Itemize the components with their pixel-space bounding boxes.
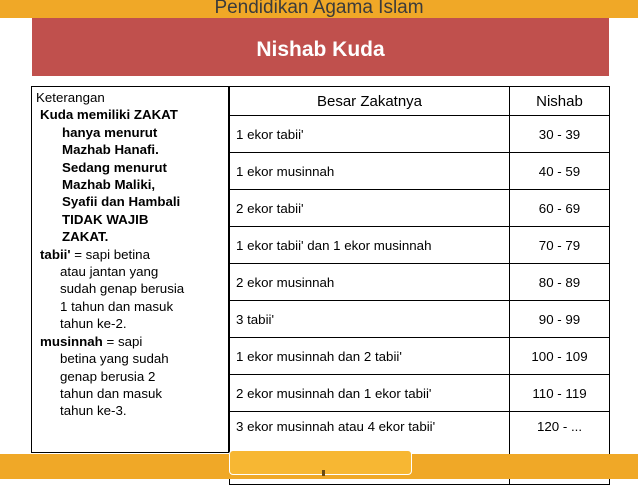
nishab-cell: 60 - 69 [510,190,610,227]
note-rule-line: Mazhab Hanafi. [62,142,159,158]
zakat-cell: 1 ekor tabii' [230,116,510,153]
table-row [230,116,610,153]
definition-line: 1 tahun dan masuk [60,298,174,314]
column-header-zakat: Besar Zakatnya [230,87,510,116]
nishab-cell: 70 - 79 [510,227,610,264]
table-row [230,264,610,301]
table-row [230,227,610,264]
definition-musinnah [36,333,228,420]
slide-title: Nishab Kuda [256,38,385,61]
footer-mark [322,470,325,476]
note-rule-line: ZAKAT. [62,229,109,245]
note-rule-line: Mazhab Maliki, [62,177,156,193]
table-row [230,153,610,190]
zakat-cell: 1 ekor tabii' dan 1 ekor musinnah [230,227,510,264]
nishab-table [229,86,610,485]
definition-line: tahun ke-3. [60,403,127,419]
footer-box [229,450,412,475]
definition-line: atau jantan yang [60,264,159,280]
zakat-cell: 2 ekor tabii' [230,190,510,227]
zakat-cell: 3 ekor musinnah atau 4 ekor tabii' [230,412,510,485]
nishab-cell: 100 - 109 [510,338,610,375]
definition-line: tahun ke-2. [60,316,127,332]
note-rule-line: Syafii dan Hambali [62,194,181,210]
zakat-cell: 2 ekor musinnah [230,264,510,301]
term-musinnah: musinnah [40,333,103,349]
table-row [230,375,610,412]
table-header-row [230,87,610,116]
note-rule-line: TIDAK WAJIB [62,211,149,227]
definition-line: genap berusia 2 [60,368,156,384]
term-tabii: tabii' [40,246,71,262]
nishab-cell: 30 - 39 [510,116,610,153]
nishab-cell: 120 - ... [510,412,610,485]
definition-line: = sapi [102,333,143,349]
definition-tabii [36,246,228,333]
zakat-cell: 1 ekor musinnah [230,153,510,190]
table-row [230,190,610,227]
definition-line: betina yang sudah [60,351,169,367]
column-header-nishab: Nishab [510,87,610,116]
note-box [31,86,229,453]
definition-line: = sapi betina [70,246,150,262]
note-rule-line: Sedang menurut [62,159,167,175]
table-row [230,338,610,375]
title-bar [32,18,609,76]
zakat-cell: 3 tabii' [230,301,510,338]
zakat-cell: 1 ekor musinnah dan 2 tabii' [230,338,510,375]
table-row [230,301,610,338]
note-rule-line: Kuda memiliki ZAKAT [40,107,178,123]
course-title: Pendidikan Agama Islam [214,0,424,18]
note-rule-line: hanya menurut [62,124,158,140]
nishab-cell: 80 - 89 [510,264,610,301]
nishab-cell: 40 - 59 [510,153,610,190]
note-rule [36,106,228,245]
nishab-cell: 90 - 99 [510,301,610,338]
nishab-cell: 110 - 119 [510,375,610,412]
definition-line: tahun dan masuk [60,385,163,401]
zakat-cell: 2 ekor musinnah dan 1 ekor tabii' [230,375,510,412]
definition-line: sudah genap berusia [60,281,185,297]
note-label: Keterangan [36,90,105,105]
